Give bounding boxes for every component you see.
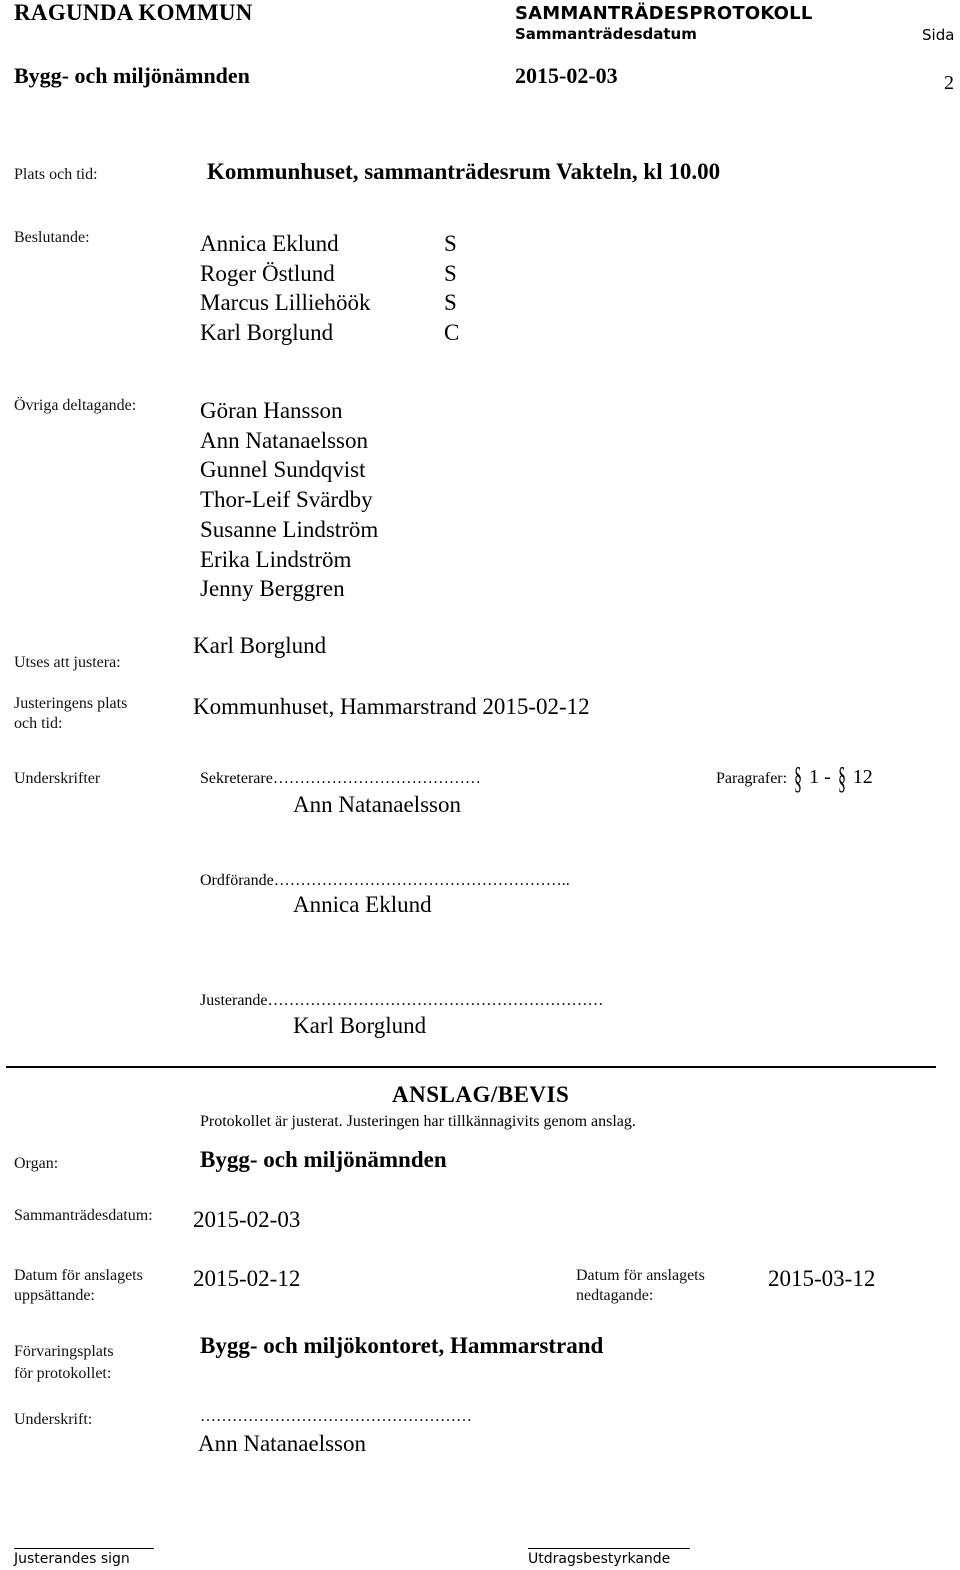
storage-label-line2: för protokollet: (14, 1365, 112, 1382)
organ-label: Organ: (14, 1155, 59, 1172)
participant-name: Erika Lindström (200, 546, 352, 572)
signatures-label: Underskrifter (14, 770, 101, 787)
adjuster-sign-label: Justerande (200, 992, 268, 1009)
adjust-place-value: Kommunhuset, Hammarstrand 2015-02-12 (193, 694, 590, 719)
deciders-parties (444, 229, 459, 348)
decider-name: Marcus Lilliehöök (200, 290, 371, 316)
page-label: Sida (922, 26, 955, 44)
footer-line-right (528, 1548, 690, 1549)
footer-extract-cert: Utdragsbestyrkande (528, 1551, 671, 1567)
participant-name: Susanne Lindström (200, 516, 379, 542)
removed-value: 2015-03-12 (768, 1266, 876, 1291)
secretary-name: Ann Natanaelsson (293, 792, 461, 817)
storage-value: Bygg- och miljökontoret, Hammarstrand (200, 1333, 604, 1358)
removed-label-line2: nedtagande: (576, 1287, 654, 1304)
decider-name: Annica Eklund (200, 231, 339, 256)
footer-line-left (14, 1548, 154, 1549)
paragraphs (716, 761, 873, 797)
participant-name: Thor-Leif Svärdby (200, 487, 373, 513)
paragraph-to: 12 (852, 766, 873, 788)
section-mark-icon: § (837, 761, 846, 797)
committee-name: Bygg- och miljönämnden (14, 63, 250, 88)
deciders-label: Beslutande: (14, 229, 90, 246)
storage-label (14, 1341, 114, 1385)
document-type: SAMMANTRÄDESPROTOKOLL (515, 3, 813, 24)
notice-signature-label: Underskrift: (14, 1411, 93, 1428)
decider-name: Roger Östlund (200, 260, 335, 286)
adjuster-sign-dots: ……………………………………………………… (267, 992, 604, 1009)
participant-name: Gunnel Sundqvist (200, 457, 366, 483)
page-number: 2 (944, 72, 954, 94)
adjuster-label: Utses att justera: (14, 654, 121, 671)
decider-party: S (444, 260, 457, 286)
participant-name: Göran Hansson (200, 398, 343, 423)
posted-label-line2: uppsättande: (14, 1287, 95, 1304)
notice-date-value: 2015-02-03 (193, 1207, 301, 1232)
adjust-place-label (14, 694, 127, 734)
paragraph-from: 1 - (809, 766, 831, 788)
adjust-place-label-line1: Justeringens plats (14, 695, 128, 712)
chair-label: Ordförande (200, 872, 274, 889)
decider-name: Karl Borglund (200, 320, 334, 346)
adjust-place-label-line2: och tid: (14, 715, 63, 732)
notice-signature-name: Ann Natanaelsson (198, 1431, 366, 1456)
removed-label (576, 1266, 705, 1306)
meeting-date-label: Sammanträdesdatum (515, 25, 697, 43)
decider-party: S (444, 290, 457, 316)
decider-party: S (444, 231, 457, 256)
posted-label-line1: Datum för anslagets (14, 1267, 143, 1284)
notice-title: ANSLAG/BEVIS (392, 1082, 570, 1107)
chair-name: Annica Eklund (293, 892, 432, 917)
section-divider (6, 1066, 936, 1068)
adjuster-sign-line (200, 992, 604, 1010)
participant-name: Ann Natanaelsson (200, 427, 368, 453)
chair-dots: ……………………………………………….. (273, 872, 570, 889)
place-label: Plats och tid: (14, 166, 98, 183)
section-mark-icon: § (794, 761, 803, 797)
others-label: Övriga deltagande: (14, 397, 137, 414)
deciders-list (200, 229, 371, 348)
secretary-line (200, 770, 481, 788)
municipality-name: RAGUNDA KOMMUN (14, 0, 253, 25)
footer-adjuster-sign: Justerandes sign (14, 1551, 130, 1567)
posted-value: 2015-02-12 (193, 1266, 301, 1291)
secretary-dots: ………………………………… (272, 770, 481, 787)
secretary-label: Sekreterare (200, 770, 273, 787)
notice-subtitle: Protokollet är justerat. Justeringen har tillkännagivits genom anslag. (200, 1113, 636, 1130)
notice-date-label: Sammanträdesdatum: (14, 1207, 153, 1224)
participant-name: Jenny Berggren (200, 576, 345, 602)
paragraphs-label: Paragrafer: (716, 770, 788, 787)
others-list (200, 396, 378, 604)
meeting-date: 2015-02-03 (515, 63, 618, 88)
posted-label (14, 1266, 143, 1306)
organ-value: Bygg- och miljönämnden (200, 1147, 447, 1172)
adjuster-sign-name: Karl Borglund (293, 1013, 427, 1038)
adjuster-value: Karl Borglund (193, 633, 327, 658)
place-value: Kommunhuset, sammanträdesrum Vakteln, kl 10.00 (207, 159, 721, 184)
removed-label-line1: Datum för anslagets (576, 1267, 705, 1284)
storage-label-line1: Förvaringsplats (14, 1343, 114, 1360)
notice-signature-dots: …………………………………………… (200, 1408, 472, 1425)
chair-line (200, 872, 570, 890)
decider-party: C (444, 320, 460, 346)
